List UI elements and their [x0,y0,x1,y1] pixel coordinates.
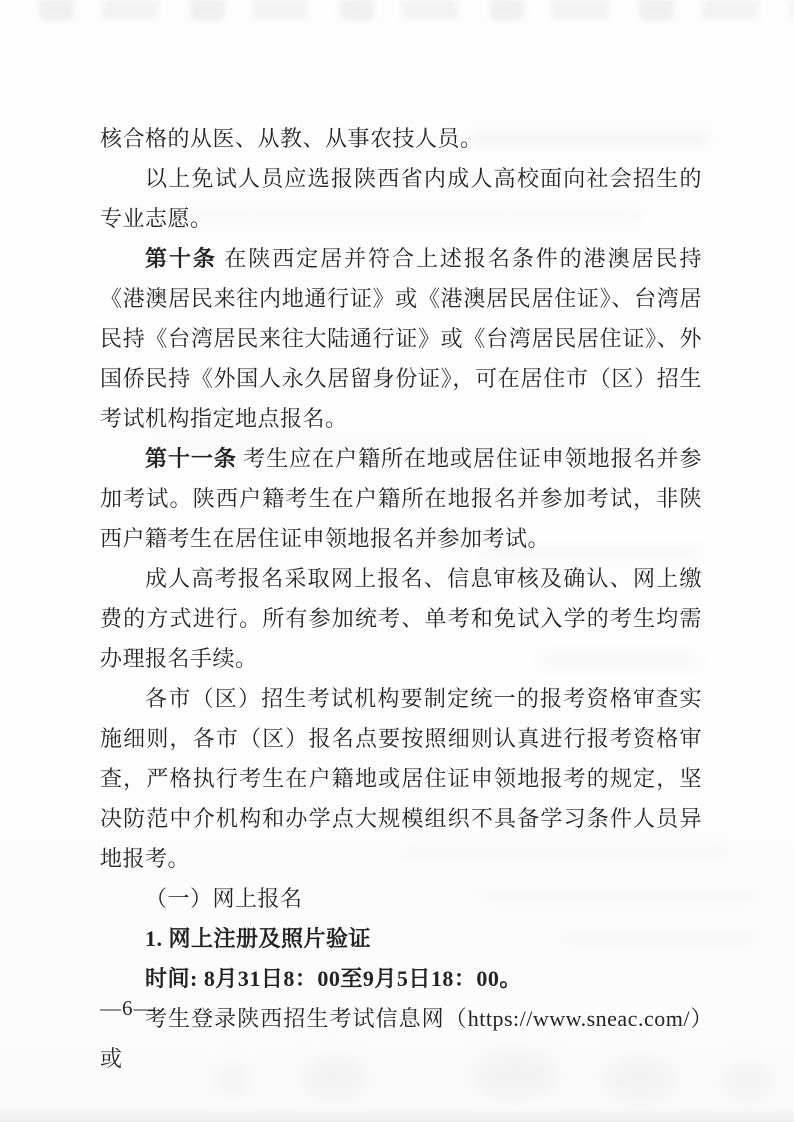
para-exempt-must-choose-shaanxi [100,159,702,239]
para-article-10 [100,239,702,439]
para-step1-time [100,959,702,999]
text-run: 各市（区）招生考试机构要制定统一的报考资格审查实施细则，各市（区）报名点要按照细则认真进行报考资格审查，严格执行考生在户籍地或居住证申领地报考的规定，坚决防范中介机构和办学点大规模组织不具备学习条件人员异地报考。 [100,686,702,871]
para-registration-process [100,559,702,679]
text-run: 考生登录陕西招生考试信息网（https://www.sneac.com/）或 [100,1006,702,1071]
text-run: 在陕西定居并符合上述报名条件的港澳居民持《港澳居民来往内地通行证》或《港澳居民居住证》、台湾居民持《台湾居民来往大陆通行证》或《台湾居民居住证》、外国侨民持《外国人永久居留身份证》，可在居住市（区）招生考试机构指定地点报名。 [100,246,702,431]
bold-text-run: 1. 网上注册及照片验证 [145,926,372,951]
text-run: 以上免试人员应选报陕西省内成人高校面向社会招生的专业志愿。 [100,166,702,231]
page-number: —6— [100,996,156,1020]
para-section-online-registration [100,879,702,919]
text-run: 考生应在户籍所在地或居住证申领地报名并参加考试。陕西户籍考生在户籍所在地报名并参加考试，非陕西户籍考生在居住证申领地报名并参加考试。 [100,446,702,551]
para-step1-heading [100,919,702,959]
text-run: 核合格的从医、从教、从事农技人员。 [100,126,483,151]
scan-edge-shadow [0,1106,794,1122]
bleed-artifact [720,1062,775,1102]
text-run: 成人高考报名采取网上报名、信息审核及确认、网上缴费的方式进行。所有参加统考、单考和免试入学的考生均需办理报名手续。 [100,566,702,671]
para-qualification-review [100,679,702,879]
para-carryover-exempt-personnel [100,119,702,159]
document-body [100,119,702,1079]
para-article-11 [100,439,702,559]
bold-text-run: 第十一条 [145,446,237,471]
bold-text-run: 第十条 [145,246,217,271]
text-run: （一）网上报名 [145,886,303,911]
bleed-artifact-top-strip [40,0,794,20]
bold-text-run: 时间: 8月31日8：00至9月5日18：00。 [145,966,522,991]
para-login-website [100,999,702,1079]
